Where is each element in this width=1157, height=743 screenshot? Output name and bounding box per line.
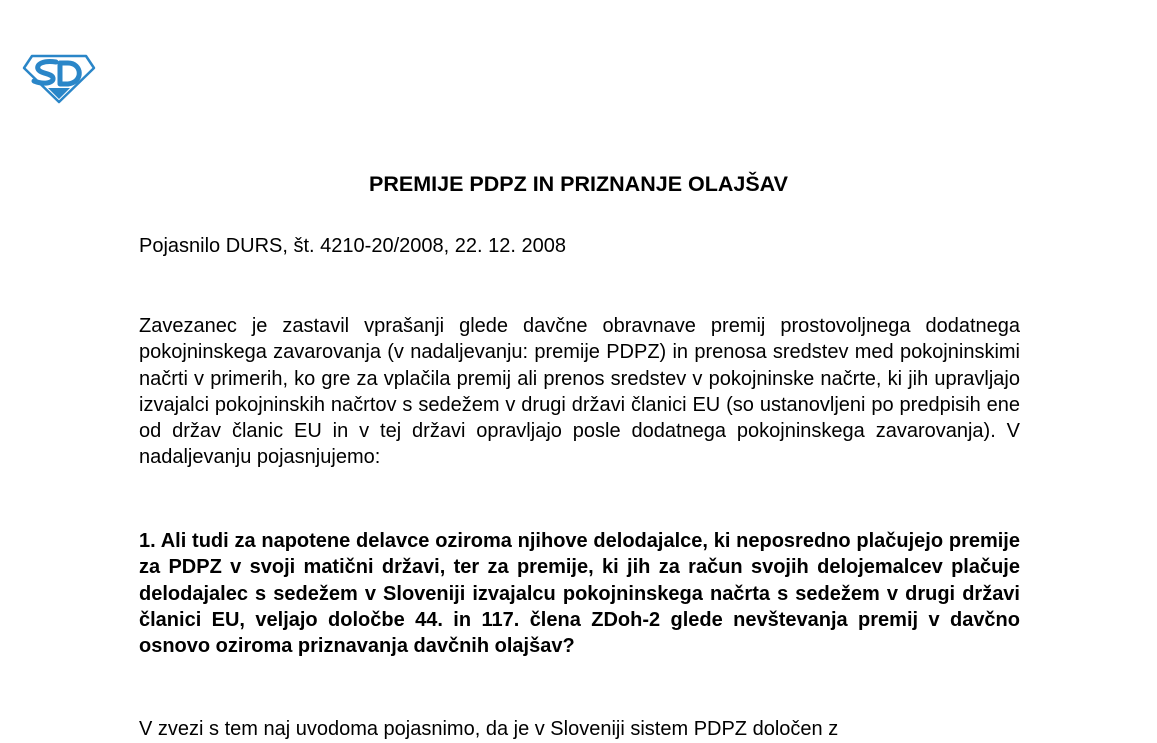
question-paragraph: 1. Ali tudi za napotene delavce oziroma njihove delodajalce, ki neposredno plačujejo premije za PDPZ v svoji matični državi, ter za premije, ki jih za račun svojih delojemalcev plačuje delodajalec s sedežem v Sloveniji izvajalcu pokojninskega načrta s sedežem v drugi državi članici EU, veljajo določbe 44. in 117. člena ZDoh-2 glede nevštevanja premij v davčno osnovo oziroma priznavanja davčnih olajšav?: [139, 530, 1020, 658]
answer-paragraph: V zvezi s tem naj uvodoma pojasnimo, da je v Sloveniji sistem PDPZ določen z: [139, 718, 839, 740]
sd-logo-icon: [22, 50, 96, 104]
document-reference: Pojasnilo DURS, št. 4210-20/2008, 22. 12. 2008: [139, 235, 566, 257]
document-title: PREMIJE PDPZ IN PRIZNANJE OLAJŠAV: [369, 172, 788, 196]
intro-paragraph: Zavezanec je zastavil vprašanji glede davčne obravnave premij prostovoljnega dodatnega pokojninskega zavarovanja (v nadaljevanju: premije PDPZ) in prenosa sredstev med pokojninskimi načrti v primerih, ko gre za vplačila premij ali prenos sredstev v pokojninske načrte, ki jih upravljajo izvajalci pokojninskih načrtov s sedežem v drugi državi članici EU (so ustanovljeni po predpisih ene od držav članic EU in v tej državi opravljajo posle dodatnega pokojninskega zavarovanja). V nadaljevanju pojasnjujemo:: [139, 315, 1020, 469]
